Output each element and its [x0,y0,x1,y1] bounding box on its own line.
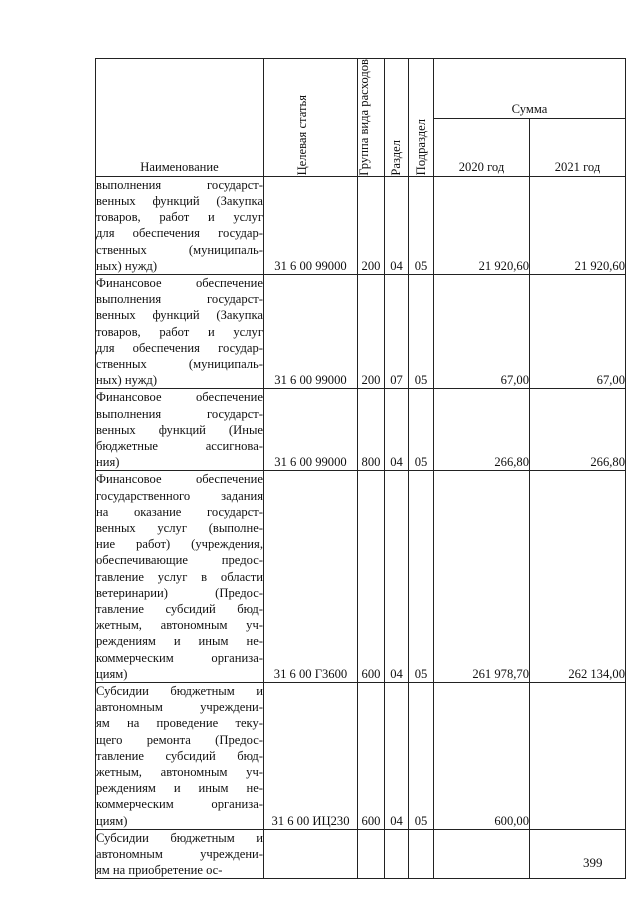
row-sum-2020: 600,00 [434,682,530,829]
row-group: 200 [358,176,385,274]
page-number: 399 [583,855,603,870]
row-sum-2021 [530,682,626,829]
table-row [96,176,626,274]
table-row [96,682,626,829]
row-name-line: на оказание государст- [96,504,263,519]
row-subsection: 05 [409,471,434,683]
row-name-line: товаров, работ и услуг [96,324,263,339]
header-target: Целевая статья [264,59,358,177]
row-name-line: выполнения государст- [96,177,263,192]
row-name-line: реждениям и иным не- [96,634,263,649]
row-subsection: 05 [409,682,434,829]
header-year-2020: 2020 год [434,118,530,176]
row-name-line: товаров, работ и услуг [96,210,263,225]
row-name-line: Субсидии бюджетным и [96,830,263,845]
row-name-line: венных функций (Иные [96,422,263,437]
row-group: 600 [358,682,385,829]
row-name-line: циям) [96,666,128,681]
row-name-line: ние работ) (учреждения, [96,537,263,552]
row-name-line: Субсидии бюджетным и [96,683,263,698]
row-name-line: ния) [96,455,120,470]
row-section: 04 [385,176,409,274]
header-subsection: Подраздел [409,59,434,177]
row-name [96,389,264,471]
row-name-line: Финансовое обеспечение [96,275,263,290]
row-name-line: обеспечивающие предос- [96,553,263,568]
row-name-line: Финансовое обеспечение [96,390,263,405]
row-name [96,274,264,388]
header-sum: Сумма [434,59,626,119]
row-name-line: тавление субсидий бюд- [96,748,263,763]
row-sum-2020: 266,80 [434,389,530,471]
header-group: Группа вида расходов [358,59,385,177]
row-name-line: венных функций (Закупка [96,193,263,208]
row-name-line: тавление услуг в области [96,569,263,584]
row-group: 200 [358,274,385,388]
row-name-line: бюджетные ассигнова- [96,438,263,453]
row-sum-2020 [434,829,530,879]
row-sum-2021: 21 920,60 [530,176,626,274]
table-row [96,274,626,388]
row-sum-2020: 21 920,60 [434,176,530,274]
row-name-line: Финансовое обеспечение [96,472,263,487]
row-name-line: ственных (муниципаль- [96,242,263,257]
row-sum-2020: 261 978,70 [434,471,530,683]
table-body [96,176,626,879]
row-name-line: циям) [96,813,128,828]
row-name-line: венных функций (Закупка [96,308,263,323]
row-subsection: 05 [409,274,434,388]
row-target: 31 6 00 99000 [264,274,358,388]
row-name [96,829,264,879]
row-target: 31 6 00 ИЦ230 [264,682,358,829]
row-name-line: жетным, автономным уч- [96,618,263,633]
row-section: 04 [385,389,409,471]
row-sum-2021: 262 134,00 [530,471,626,683]
header-name: Наименование [96,59,264,177]
row-target: 31 6 00 99000 [264,176,358,274]
row-name-line: ветеринарии) (Предос- [96,585,263,600]
row-name-line: ных) нужд) [96,373,158,388]
row-name-line: ственных (муниципаль- [96,356,263,371]
row-name-line: выполнения государст- [96,406,263,421]
row-group: 800 [358,389,385,471]
row-subsection [409,829,434,879]
row-name-line: реждениям и иным не- [96,781,263,796]
row-target: 31 6 00 Г3600 [264,471,358,683]
row-name-line: ям на проведение теку- [96,716,263,731]
row-group: 600 [358,471,385,683]
row-name-line: ям на приобретение ос- [96,863,223,878]
row-name-line: ных) нужд) [96,258,158,273]
row-section: 04 [385,471,409,683]
row-name-line: жетным, автономным уч- [96,765,263,779]
row-target: 31 6 00 99000 [264,389,358,471]
row-section: 07 [385,274,409,388]
row-name [96,471,264,683]
table-row [96,389,626,471]
table-row [96,471,626,683]
row-sum-2021: 67,00 [530,274,626,388]
row-name-line: для обеспечения государ- [96,226,263,241]
row-sum-2020: 67,00 [434,274,530,388]
row-name-line: для обеспечения государ- [96,340,263,355]
row-section: 04 [385,682,409,829]
budget-table [95,58,626,879]
row-group [358,829,385,879]
row-name-line: автономным учреждени- [96,700,263,715]
row-name [96,176,264,274]
row-name-line: выполнения государст- [96,292,263,307]
row-name-line: автономным учреждени- [96,847,263,862]
row-name-line: тавление субсидий бюд- [96,601,263,616]
table-row [96,829,626,879]
row-section [385,829,409,879]
row-sum-2021 [530,829,626,879]
header-year-2021: 2021 год [530,118,626,176]
row-name-line: коммерческим организа- [96,797,263,812]
row-name [96,682,264,829]
row-name-line: щего ремонта (Предос- [96,732,263,747]
row-target [264,829,358,879]
row-name-line: коммерческим организа- [96,650,263,665]
row-subsection: 05 [409,389,434,471]
header-section: Раздел [385,59,409,177]
row-sum-2021: 266,80 [530,389,626,471]
row-name-line: венных услуг (выполне- [96,520,263,535]
row-subsection: 05 [409,176,434,274]
row-name-line: государственного задания [96,488,263,503]
